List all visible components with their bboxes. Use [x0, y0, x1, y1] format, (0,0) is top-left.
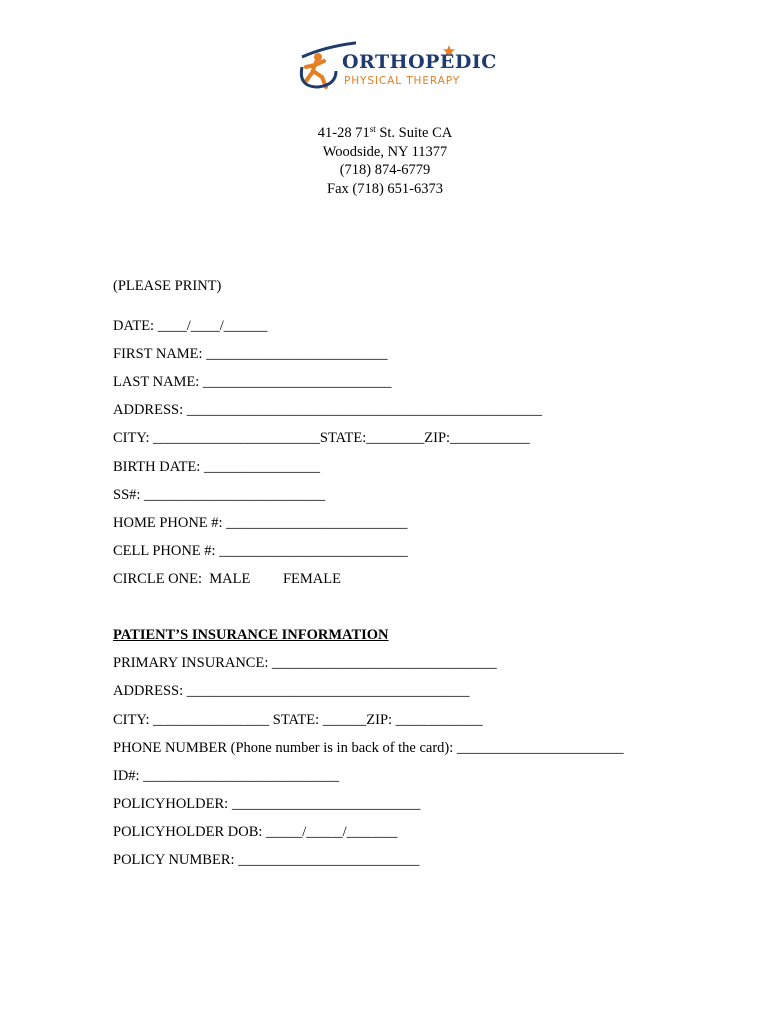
city-line: Woodside, NY 11377 — [322, 143, 448, 160]
birth-date-field[interactable]: BIRTH DATE: ________________ — [113, 459, 320, 475]
policy-number-field[interactable]: POLICY NUMBER: _________________________ — [113, 852, 420, 868]
first-name-field[interactable]: FIRST NAME: _________________________ — [113, 346, 388, 362]
insurance-address-field[interactable]: ADDRESS: _______________________________________ — [113, 683, 470, 699]
logo — [296, 37, 497, 94]
logo-text-physical-therapy: PHYSICAL THERAPY — [344, 75, 461, 87]
please-print-note: (PLEASE PRINT) — [113, 278, 222, 294]
insurance-heading: PATIENT’S INSURANCE INFORMATION — [113, 627, 389, 643]
logo-text-orthopedic: ORTHOPEDIC — [342, 51, 497, 73]
last-name-field[interactable]: LAST NAME: __________________________ — [113, 374, 392, 390]
clinic-address-block — [0, 124, 770, 198]
policyholder-dob-field[interactable]: POLICYHOLDER DOB: _____/_____/_______ — [113, 824, 398, 840]
street-line: 41-28 71st St. Suite CA — [317, 124, 453, 141]
insurance-phone-field[interactable]: PHONE NUMBER (Phone number is in back of the card): _______________________ — [113, 740, 624, 756]
address-field[interactable]: ADDRESS: _________________________________________________ — [113, 402, 542, 418]
fax-line: Fax (718) 651-6373 — [327, 180, 443, 197]
insurance-city-state-zip-field[interactable]: CITY: ________________ STATE: ______ZIP: ____________ — [113, 712, 483, 728]
cell-phone-field[interactable]: CELL PHONE #: __________________________ — [113, 543, 408, 559]
gender-circle-field[interactable]: CIRCLE ONE: MALE FEMALE — [113, 571, 341, 587]
primary-insurance-field[interactable]: PRIMARY INSURANCE: _______________________________ — [113, 655, 497, 671]
ss-field[interactable]: SS#: _________________________ — [113, 487, 326, 503]
phone-line: (718) 874-6779 — [339, 162, 431, 178]
insurance-id-field[interactable]: ID#: ___________________________ — [113, 768, 339, 784]
home-phone-field[interactable]: HOME PHONE #: _________________________ — [113, 515, 408, 531]
date-field[interactable]: DATE: ____/____/______ — [113, 318, 268, 334]
policyholder-field[interactable]: POLICYHOLDER: __________________________ — [113, 796, 421, 812]
city-state-zip-field[interactable]: CITY: _______________________STATE:________ZIP:___________ — [113, 430, 530, 446]
